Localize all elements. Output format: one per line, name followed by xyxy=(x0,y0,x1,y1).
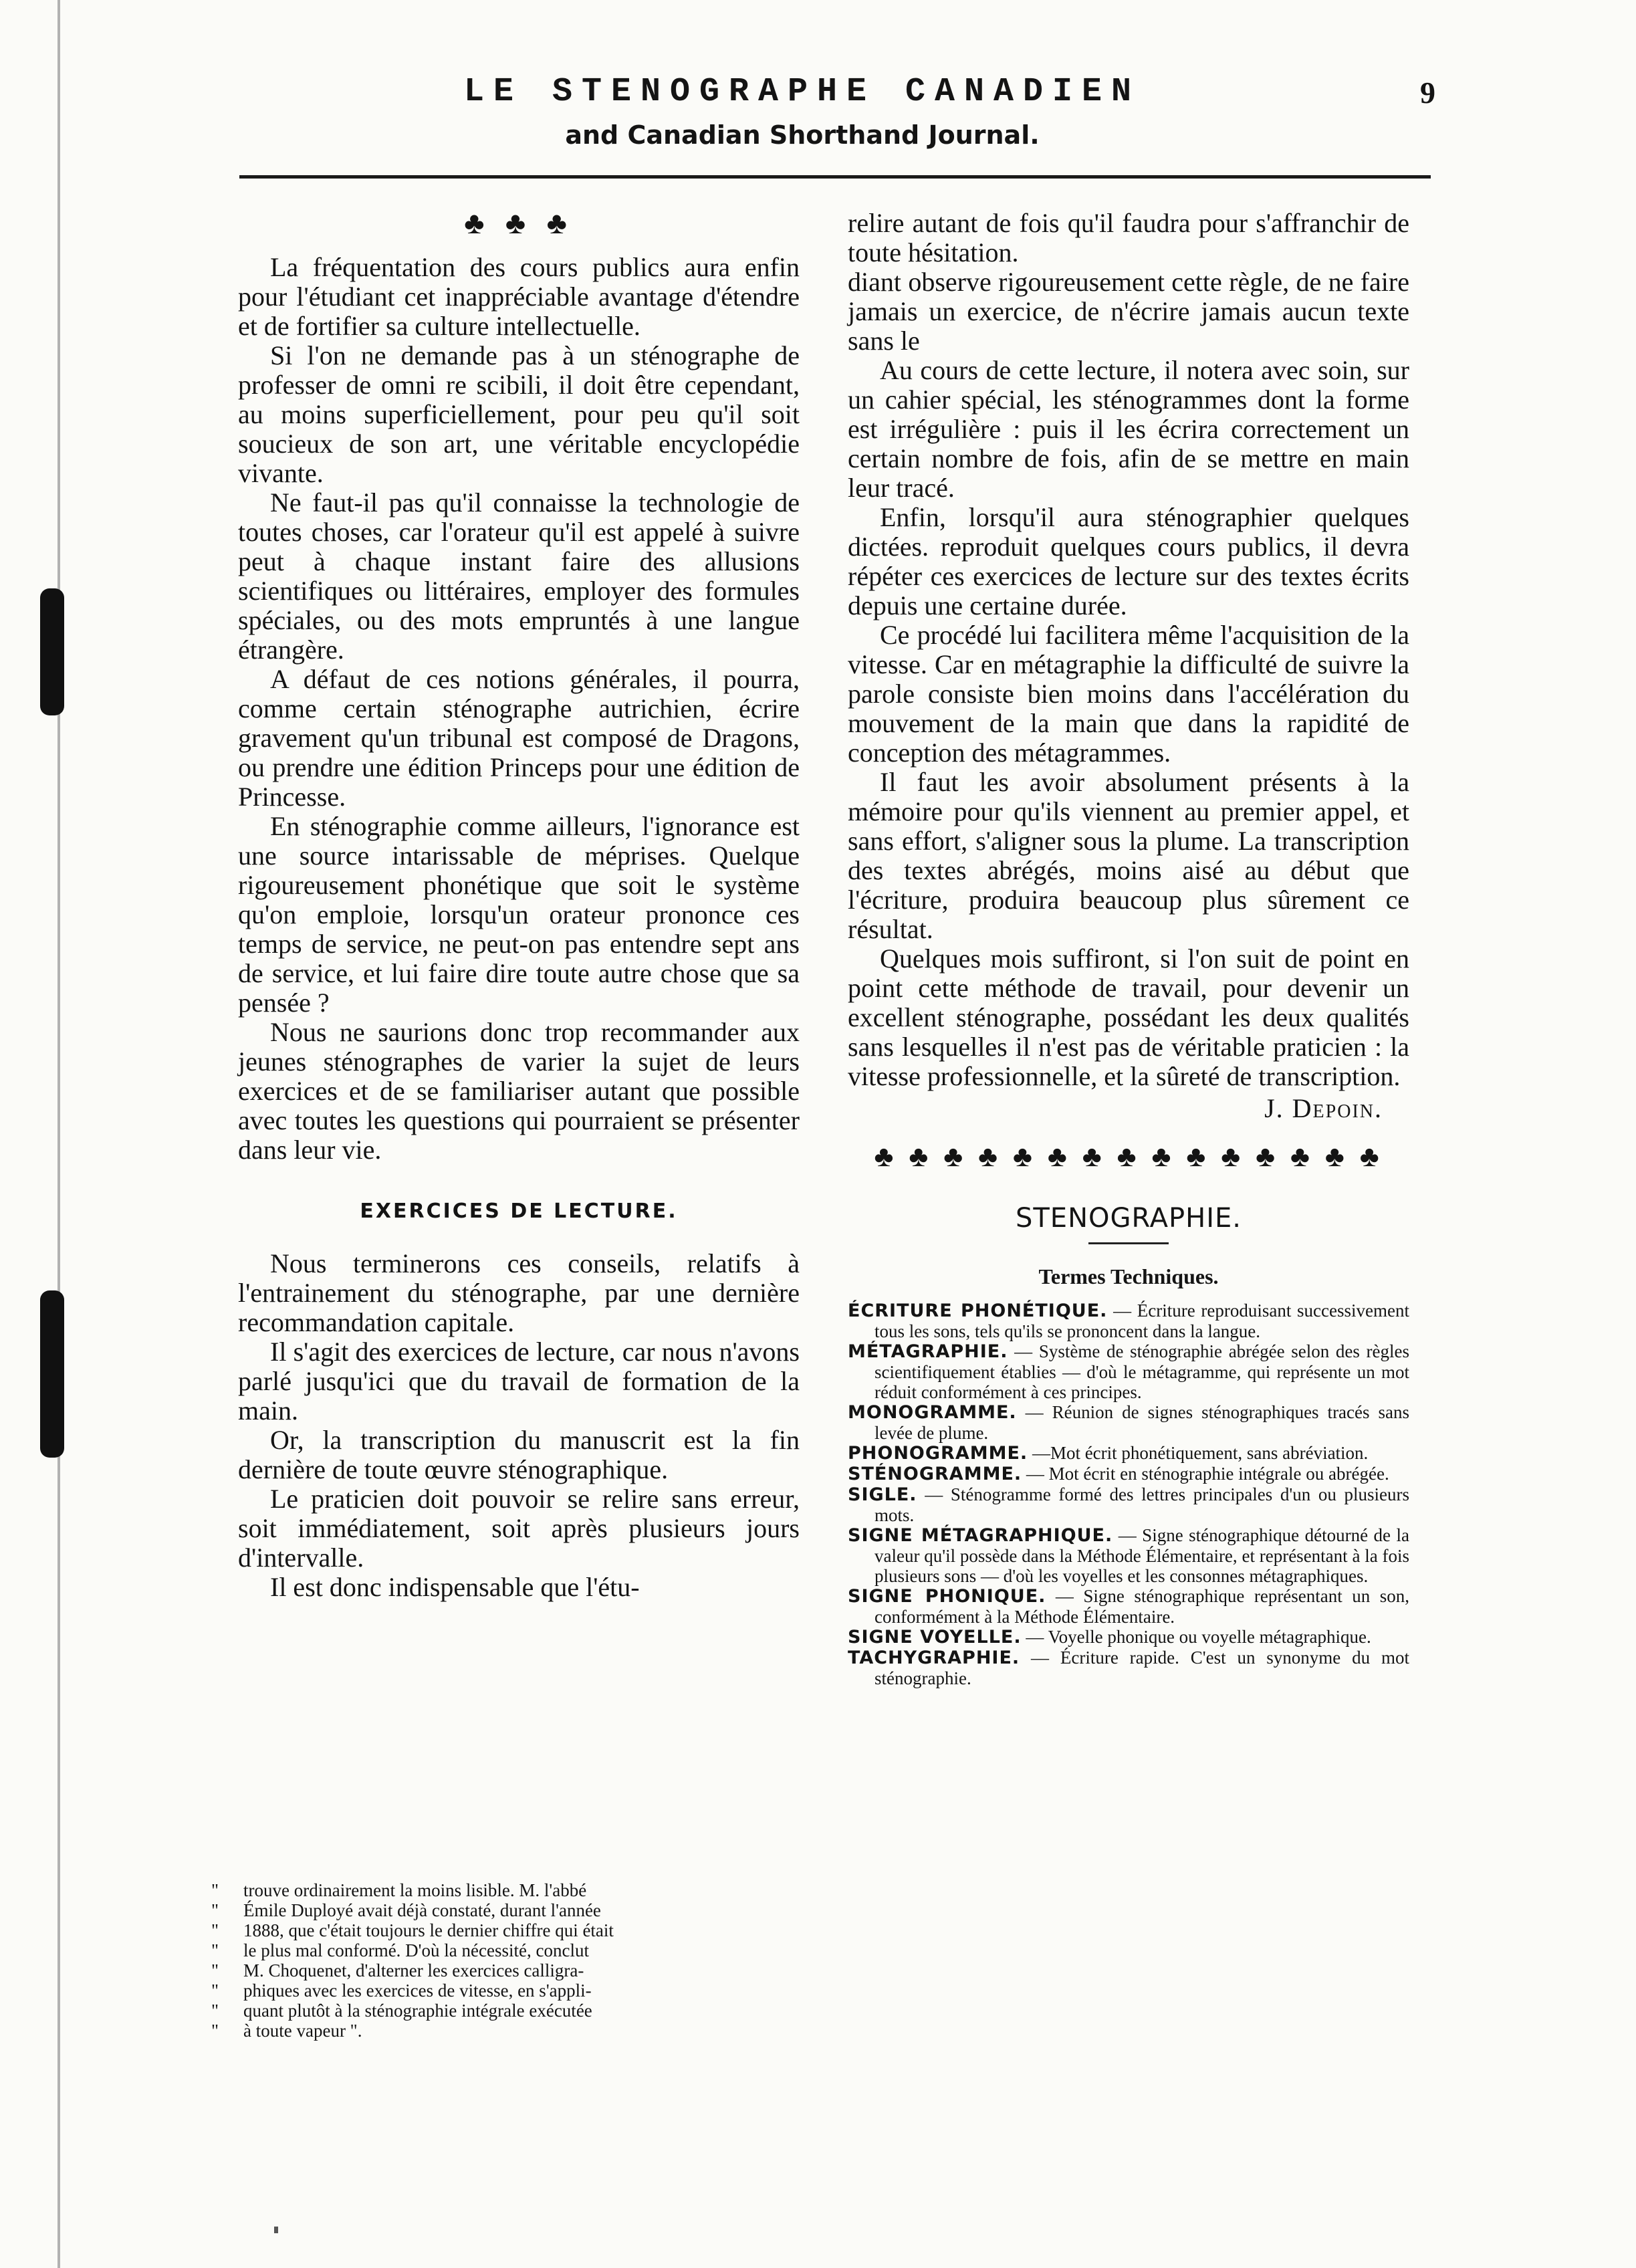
ornament-divider: ♣ ♣ ♣ ♣ ♣ ♣ ♣ ♣ ♣ ♣ ♣ ♣ ♣ ♣ ♣ xyxy=(874,1140,1383,1173)
glossary-definition: —Mot écrit phonétiquement, sans abréviation. xyxy=(1032,1443,1369,1463)
glossary-entry xyxy=(848,1484,1409,1525)
footnote-line: " à toute vapeur ". xyxy=(211,2021,362,2041)
paragraph: La fréquentation des cours publics aura enfin pour l'étudiant cet inappréciable avantage d'étendre et de fortifier sa culture intellectuelle. xyxy=(238,252,800,341)
author-signature: J. Depoin. xyxy=(1264,1093,1383,1123)
glossary-entry xyxy=(848,1443,1409,1464)
glossary-entry xyxy=(848,1627,1409,1648)
glossary-entry xyxy=(848,1464,1409,1484)
paragraph-continuation: relire autant de fois qu'il faudra pour s'affranchir de toute hésitation. xyxy=(848,208,1409,267)
footnote-line: " le plus mal conformé. D'où la nécessité, conclut xyxy=(211,1940,589,1960)
quote-mark: " xyxy=(211,1920,219,1940)
paragraph: diant observe rigoureusement cette règle, de ne faire jamais un exercice, de n'écrire jamais aucun texte sans le xyxy=(848,267,1409,356)
quote-mark: " xyxy=(211,1940,219,1960)
paragraph: A défaut de ces notions générales, il pourra, comme certain sténographe autrichien, écrire gravement qu'un tribunal est composé de Dragons, ou prendre une édition Princeps pour une édition de Princesse. xyxy=(238,664,800,812)
glossary-definition: — Voyelle phonique ou voyelle métagraphique. xyxy=(1026,1627,1371,1647)
glossary-term: TACHYGRAPHIE. xyxy=(848,1648,1020,1668)
header-rule xyxy=(239,175,1431,179)
section-heading: EXERCICES DE LECTURE. xyxy=(360,1200,678,1223)
footnote-line: " trouve ordinairement la moins lisible. M. l'abbé xyxy=(211,1880,587,1900)
glossary-definition: — Signe sténographique représentant un son, conformément à la Méthode Élémentaire. xyxy=(874,1586,1410,1627)
glossary-term: STÉNOGRAMME. xyxy=(848,1464,1022,1484)
journal-subtitle: and Canadian Shorthand Journal. xyxy=(565,120,1040,150)
glossary-definition: — Mot écrit en sténographie intégrale ou abrégée. xyxy=(1026,1464,1389,1484)
glossary-term: SIGNE PHONIQUE. xyxy=(848,1586,1046,1607)
paragraph: Au cours de cette lecture, il notera avec soin, sur un cahier spécial, les sténogrammes dont la forme est irrégulière : puis il les écrira correctement un certain nombre de fois, afin de se mettre en main leur tracé. xyxy=(848,355,1409,503)
glossary-definition: — Écriture reproduisant successivement tous les sons, tels qu'ils se prononcent dans la langue. xyxy=(874,1300,1409,1341)
glossary-definition: — Système de sténographie abrégée selon des règles scientifiquement établies — d'où le métagramme, qui représente un mot réduit conformément à ces principes. xyxy=(874,1341,1410,1402)
scan-binding-mark xyxy=(40,588,64,715)
glossary-entry xyxy=(848,1402,1409,1443)
quote-mark: " xyxy=(211,1900,219,1920)
quote-mark: " xyxy=(211,1980,219,2001)
glossary-term: SIGLE. xyxy=(848,1484,917,1505)
glossary-term: ÉCRITURE PHONÉTIQUE. xyxy=(848,1300,1108,1321)
footnote-line: " phiques avec les exercices de vitesse, en s'appli- xyxy=(211,1980,592,2001)
paragraph: Quelques mois suffiront, si l'on suit de point en point cette méthode de travail, pour devenir un excellent sténographe, possédant les deux qualités sans lesquelles il n'est pas de véritable praticien : la vitesse professionnelle, et la sûreté de transcription. xyxy=(848,943,1409,1091)
quote-mark: " xyxy=(211,1880,219,1900)
quote-mark: " xyxy=(211,1960,219,1980)
glossary-definition: — Signe sténographique détourné de la valeur qu'il possède dans la Méthode Élémentaire, et représentant à la fois plusieurs sons — d'où les voyelles et les consonnes métagraphiques. xyxy=(874,1525,1409,1586)
short-rule xyxy=(1088,1242,1169,1244)
glossary-entry xyxy=(848,1300,1409,1341)
right-column xyxy=(848,209,1409,1688)
scan-edge-line xyxy=(57,0,60,2268)
paragraph: Enfin, lorsqu'il aura sténographier quelques dictées. reproduit quelques cours publics, il devra répéter ces exercices de lecture sur des textes écrits depuis une certaine durée. xyxy=(848,502,1409,620)
scan-binding-mark xyxy=(40,1290,64,1458)
paragraph: Le praticien doit pouvoir se relire sans erreur, soit immédiatement, soit après plusieurs jours d'intervalle. xyxy=(238,1484,800,1573)
paragraph: En sténographie comme ailleurs, l'ignorance est une source intarissable de méprises. Quelque rigoureusement phonétique que soit le système qu'on emploie, lorsqu'un orateur prononce ces temps de service, ne peut-on pas entendre sept ans de service, et lui faire dire toute autre chose que sa pensée ? xyxy=(238,811,800,1018)
glossary-entry xyxy=(848,1648,1409,1688)
glossary-definition: — Réunion de signes sténographiques tracés sans levée de plume. xyxy=(874,1402,1410,1443)
paragraph: Il est donc indispensable que l'étu- xyxy=(270,1572,640,1602)
glossary-term: MÉTAGRAPHIE. xyxy=(848,1341,1008,1362)
paragraph: Nous ne saurions donc trop recommander aux jeunes sténographes de varier la sujet de leurs exercices et de se familiariser autant que possible avec toutes les questions qui pourraient se présenter dans leur vie. xyxy=(238,1017,800,1165)
glossary-definition: — Sténogramme formé des lettres principales d'un ou plusieurs mots. xyxy=(874,1484,1409,1525)
footnote-line: " 1888, que c'était toujours le dernier chiffre qui était xyxy=(211,1920,614,1940)
section-heading: STENOGRAPHIE. xyxy=(1015,1203,1242,1234)
footnote xyxy=(211,1880,806,2041)
paragraph: Ce procédé lui facilitera même l'acquisition de la vitesse. Car en métagraphie la difficulté de suivre la parole consiste bien moins dans l'accélération du mouvement de la main que dans la rapidité de conception des métagrammes. xyxy=(848,620,1409,768)
ink-speck xyxy=(274,2227,278,2233)
glossary-entry xyxy=(848,1525,1409,1586)
left-column xyxy=(238,206,800,1602)
glossary-entry xyxy=(848,1341,1409,1402)
journal-title: LE STENOGRAPHE CANADIEN xyxy=(463,73,1141,111)
paragraph: Il faut les avoir absolument présents à la mémoire pour qu'ils viennent au premier appel, et sans effort, s'aligner sous la plume. La transcription des textes abrégés, moins aisé au début que l'écriture, produira beaucoup plus sûrement ce résultat. xyxy=(848,767,1409,944)
glossary-definition: — Écriture rapide. C'est un synonyme du mot sténographie. xyxy=(874,1648,1409,1688)
page-header xyxy=(241,72,1364,154)
glossary-term: SIGNE MÉTAGRAPHIQUE. xyxy=(848,1525,1113,1546)
footnote-line: " M. Choquenet, d'alterner les exercices calligra- xyxy=(211,1960,584,1980)
quote-mark: " xyxy=(211,2021,219,2041)
paragraph: Nous terminerons ces conseils, relatifs à l'entrainement du sténographe, par une dernière recommandation capitale. xyxy=(238,1248,800,1337)
paragraph: Or, la transcription du manuscrit est la fin dernière de toute œuvre sténographique. xyxy=(238,1425,800,1484)
glossary-term: SIGNE VOYELLE. xyxy=(848,1627,1022,1648)
paragraph: Si l'on ne demande pas à un sténographe de professer de omni re scibili, il doit être cependant, au moins superficiellement, pour peu qu'il soit soucieux de son art, une véritable encyclopédie vivante. xyxy=(238,340,800,488)
paragraph: Il s'agit des exercices de lecture, car nous n'avons parlé jusqu'ici que du travail de formation de la main. xyxy=(238,1337,800,1426)
glossary-term: MONOGRAMME. xyxy=(848,1402,1017,1423)
glossary xyxy=(848,1300,1409,1688)
paragraph: Ne faut-il pas qu'il connaisse la technologie de toutes choses, car l'orateur qu'il est appelé à suivre peut à chaque instant faire des allusions scientifiques ou littéraires, employer des formules spéciales, ou des mots empruntés à une langue étrangère. xyxy=(238,487,800,665)
quote-mark: " xyxy=(211,2001,219,2021)
glossary-heading: Termes Techniques. xyxy=(1038,1264,1219,1288)
footnote-line: " quant plutôt à la sténographie intégrale exécutée xyxy=(211,2001,592,2021)
page-number: 9 xyxy=(1420,76,1435,110)
footnote-line: " Émile Duployé avait déjà constaté, durant l'année xyxy=(211,1900,601,1920)
glossary-term: PHONOGRAMME. xyxy=(848,1443,1028,1464)
ornament-divider: ♣ ♣ ♣ xyxy=(464,206,574,240)
glossary-entry xyxy=(848,1586,1409,1627)
